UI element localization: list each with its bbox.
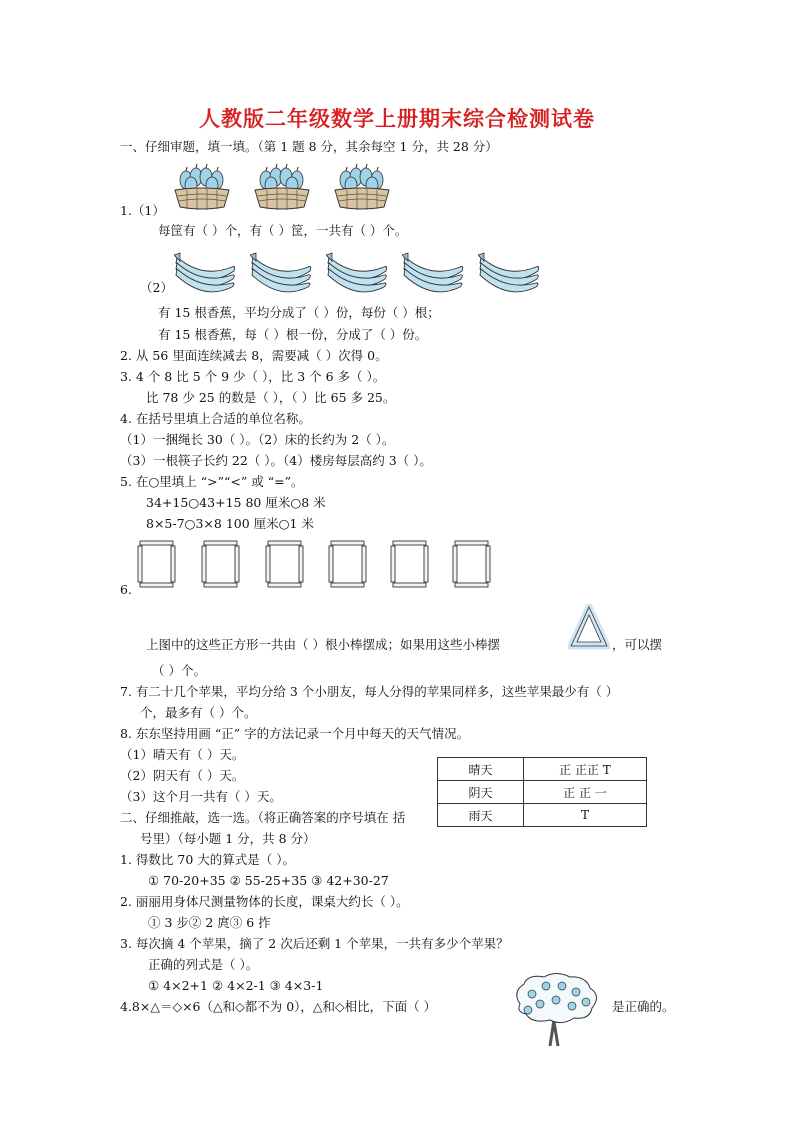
section1-heading: 一、仔细审题，填一填。（第 1 题 8 分，其余每空 1 分，共 28 分） [120,139,498,154]
weather-cell: 雨天 [438,804,524,827]
s2-q2-options: ① 3 步② 2 庹③ 6 拃 [148,915,271,930]
q6-text-a: 上图中的这些正方形一共由（ ）根小棒摆成；如果用这些小棒摆 [146,637,500,652]
q6-text-c: （ ）个。 [152,663,206,678]
q5-heading: 5. 在○里填上 “>”“<” 或 “=”。 [120,474,304,489]
stick-square-2 [201,540,241,588]
q5-line2: 8×5-7○3×8 100 厘米○1 米 [146,516,314,531]
q1-label: 1.（1） [120,203,165,218]
weather-cell: 晴天 [438,758,524,781]
fruit-basket-2 [252,163,312,213]
page-title: 人教版二年级数学上册期末综合检测试卷 [199,107,595,131]
section2-heading-line1: 二、仔细推敲，选一选。（将正确答案的序号填在 括 [120,810,406,825]
q4-line1: （1）一捆绳长 30（ ）。（2）床的长约为 2（ ）。 [120,432,395,447]
table-row [438,804,647,827]
banana-bunch-1 [174,249,238,301]
tally-cell: 正 正正 T [524,758,647,781]
fruit-basket-3 [332,163,392,213]
s2-q4-text: 4.8×△＝◇×6（△和◇都不为 0），△和◇相比，下面（ ） [120,999,437,1014]
q8-line2: （2）阴天有（ ）天。 [120,768,245,783]
s2-q1-options: ① 70-20+35 ② 55-25+35 ③ 42+30-27 [148,873,389,888]
q1-part2-line2: 有 15 根香蕉，每（ ）根一份，分成了（ ）份。 [158,327,428,342]
s2-q3-text: 3. 每次摘 4 个苹果，摘了 2 次后还剩 1 个苹果，一共有多少个苹果？ [120,936,509,951]
q3-line2: 比 78 少 25 的数是（ ），（ ）比 65 多 25。 [146,390,396,405]
stick-square-3 [265,540,305,588]
apple-tree-icon [510,972,602,1048]
s2-q3-line2: 正确的列式是（ ）。 [148,957,259,972]
stick-square-1 [137,540,177,588]
q1-part2-label: （2） [140,280,173,295]
weather-tally-table [437,757,647,827]
s2-q2-text: 2. 丽丽用身体尺测量物体的长度，课桌大约长（ ）。 [120,894,409,909]
q4-heading: 4. 在括号里填上合适的单位名称。 [120,411,311,426]
fruit-basket-1 [172,163,232,213]
banana-bunch-5 [478,249,542,301]
q2-text: 2. 从 56 里面连续减去 8，需要减（ ）次得 0。 [120,348,388,363]
q8-line3: （3）这个月一共有（ ）天。 [120,789,282,804]
q1-part1-text: 每筐有（ ）个，有（ ）筐，一共有（ ）个。 [158,223,408,238]
s2-q4-tail: 是正确的。 [612,999,675,1014]
stick-square-4 [328,540,368,588]
table-row [438,781,647,804]
banana-bunch-3 [326,249,390,301]
tally-cell: T [524,804,647,827]
weather-cell: 阴天 [438,781,524,804]
section2-heading-line2: 号里）（每小题 1 分，共 8 分） [140,831,316,846]
q8-line1: （1）晴天有（ ）天。 [120,747,245,762]
table-row [438,758,647,781]
s2-q3-options: ① 4×2+1 ② 4×2-1 ③ 4×3-1 [148,978,324,993]
q1-part2-line1: 有 15 根香蕉，平均分成了（ ）份，每份（ ）根； [158,305,440,320]
q5-line1: 34+15○43+15 80 厘米○8 米 [146,495,326,510]
q3-line1: 3. 4 个 8 比 5 个 9 少（ ），比 3 个 6 多（ ）。 [120,369,386,384]
q7-line1: 7. 有二十几个苹果，平均分给 3 个小朋友，每人分得的苹果同样多，这些苹果最少有（ ） [120,684,619,699]
q6-label: 6. [120,582,132,597]
banana-bunch-4 [402,249,466,301]
q6-text-b: ，可以摆 [612,637,663,652]
q7-line2: 个，最多有（ ）个。 [140,705,257,720]
stick-square-5 [390,540,430,588]
q4-line2: （3）一根筷子长约 22（ ）。（4）楼房每层高约 3（ ）。 [120,453,432,468]
tally-cell: 正 正 一 [524,781,647,804]
banana-bunch-2 [250,249,314,301]
s2-q1-text: 1. 得数比 70 大的算式是（ ）。 [120,852,295,867]
stick-triangle-icon [568,604,610,650]
stick-square-6 [452,540,492,588]
q8-heading: 8. 东东坚持用画 “正” 字的方法记录一个月中每天的天气情况。 [120,726,470,741]
